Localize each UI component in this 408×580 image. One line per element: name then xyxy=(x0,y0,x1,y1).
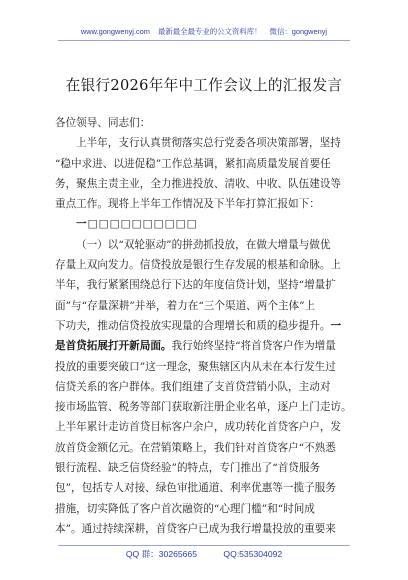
salutation: 各位领导、同志们： xyxy=(55,117,151,129)
paragraph-line: （一）以“双轮驱动”的拼劲抓投放，在做大增量与做优 xyxy=(76,238,331,251)
website-link[interactable]: www.gongwenyj.com xyxy=(80,27,150,36)
paragraph-line: 接市场监管、税务等部门获取新注册企业名单，逐户上门走访。 xyxy=(55,401,352,414)
paragraph-line-text: 我行始终坚持“将首贷客户作为增量 xyxy=(171,340,336,353)
qq-group-text: QQ 群：30265665 xyxy=(125,549,197,559)
bold-lead: 一 xyxy=(330,319,342,332)
qq-text: QQ:535304092 xyxy=(223,549,283,559)
footer-divider xyxy=(58,545,350,546)
paragraph-line: 措施，切实降低了客户首次融资的“心理门槛”和“时间成 xyxy=(55,502,315,515)
paragraph-line: 本”。通过持续深耕，首贷客户已成为我行增量投放的重要来 xyxy=(55,522,336,535)
slogan-text: 最新最全最专业的公文资料库！ xyxy=(158,27,262,36)
intro-line: 重点工作。现将上半年工作情况及下半年打算汇报如下： xyxy=(55,198,320,211)
wechat-text: 微信：gongwenyj xyxy=(269,27,328,36)
document-title: 在银行2026年年中工作会议上的汇报发言 xyxy=(65,77,343,94)
paragraph-line xyxy=(55,336,355,356)
footer-contact xyxy=(0,548,408,560)
paragraph-line: 放首贷金额亿元。在营销策略上，我们针对首贷客户“不熟悉 xyxy=(55,441,336,454)
paragraph-line: 投放的重要突破口”这一理念，聚焦辖区内从未在本行发生过 xyxy=(55,360,336,373)
paragraph-line: 上半年累计走访首贷目标客户余户，成功转化首贷客户户，发 xyxy=(55,421,342,434)
intro-line: “稳中求进、以进促稳”工作总基调，紧扣高质量发展首要任 xyxy=(55,157,331,170)
paragraph-line: 包”，包括专人对接、绿色审批通道、利率优惠等一揽子服务 xyxy=(55,482,336,495)
intro-line: 务，聚焦主责主业，全力推进投放、清收、中收、队伍建设等 xyxy=(55,177,342,190)
paragraph-line-text: 下功夫，推动信贷投放实现量的合理增长和质的稳步提升。 xyxy=(55,319,331,332)
header-divider xyxy=(58,40,350,41)
paragraph-line: 存量上双向发力。信贷投放是银行生存发展的根基和命脉。上 xyxy=(55,259,342,272)
paragraph-line: 银行流程、缺乏信贷经验”的特点，专门推出了“首贷服务 xyxy=(55,462,321,475)
bold-heading: 是首贷拓展打开新局面。 xyxy=(55,340,172,353)
section-heading: 一□□□□□□□□□□ xyxy=(76,218,198,231)
paragraph-line: 半年，我行紧紧围绕总行下达的年度信贷计划，坚持“增量扩 xyxy=(55,279,336,292)
paragraph-line: 信贷关系的客户群体。我们组建了支首贷营销小队，主动对 xyxy=(55,380,331,393)
intro-line: 上半年，支行认真贯彻落实总行党委各项决策部署，坚持 xyxy=(76,137,341,150)
paragraph-line: 面”与“存量深耕”并举，着力在“三个渠道、两个主体”上 xyxy=(55,299,316,312)
paragraph-line xyxy=(55,316,355,336)
document-body xyxy=(55,113,355,539)
header-banner xyxy=(0,26,408,37)
